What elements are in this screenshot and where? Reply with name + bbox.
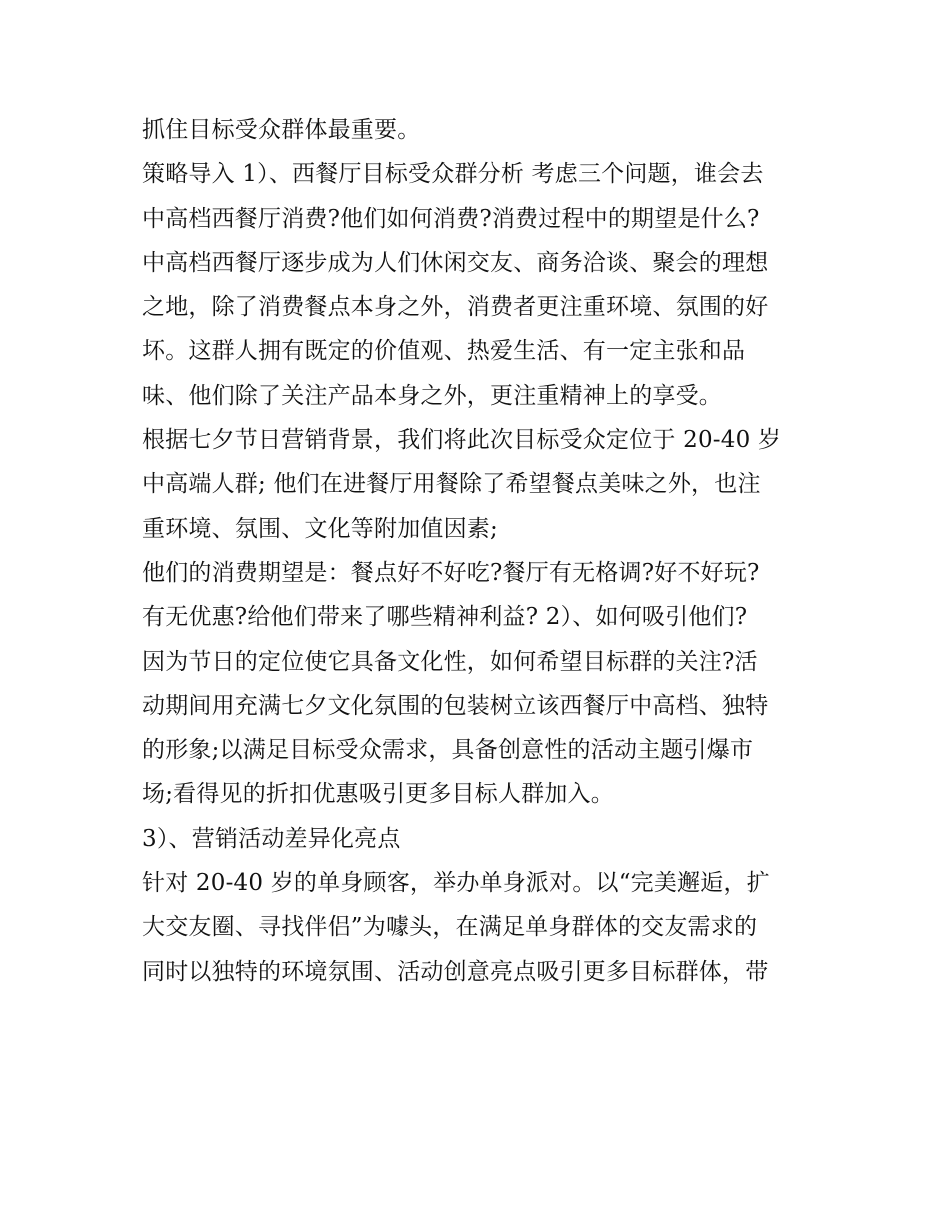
text-line: 味、他们除了关注产品本身之外，更注重精神上的享受。 [142, 382, 722, 409]
text-line: 针对 20-40 岁的单身顾客，举办单身派对。以“完美邂逅，扩 [142, 870, 770, 897]
text-line: 因为节日的定位使它具备文化性，如何希望目标群的关注?活 [142, 648, 758, 675]
text-line: 中高端人群; 他们在进餐厅用餐除了希望餐点美味之外，也注 [142, 471, 761, 498]
text-line: 坏。这群人拥有既定的价值观、热爱生活、有一定主张和品 [142, 338, 746, 365]
text-line: 中高档西餐厅逐步成为人们休闲交友、商务洽谈、聚会的理想 [142, 249, 769, 276]
text-line: 之地，除了消费餐点本身之外，消费者更注重环境、氛围的好 [142, 294, 769, 321]
text-line: 抓住目标受众群体最重要。 [142, 117, 421, 143]
text-line: 3）、营销活动差异化亮点 [142, 825, 401, 852]
text-line: 同时以独特的环境氛围、活动创意亮点吸引更多目标群体，带 [142, 958, 769, 985]
text-line: 有无优惠?给他们带来了哪些精神利益? 2）、如何吸引他们? [142, 604, 748, 631]
text-line: 策略导入 1）、西餐厅目标受众群分析 考虑三个问题，谁会去 [142, 161, 764, 188]
text-line: 他们的消费期望是：餐点好不好吃?餐厅有无格调?好不好玩? [142, 559, 760, 586]
document-body [142, 108, 822, 994]
text-line: 场;看得见的折扣优惠吸引更多目标人群加入。 [142, 781, 614, 808]
text-line: 根据七夕节日营销背景，我们将此次目标受众定位于 20-40 岁 [142, 427, 782, 454]
text-line: 大交友圈、寻找伴侣”为噱头，在满足单身群体的交友需求的 [142, 914, 758, 941]
text-line: 中高档西餐厅消费?他们如何消费?消费过程中的期望是什么? [142, 205, 760, 232]
text-line: 的形象;以满足目标受众需求，具备创意性的活动主题引爆市 [142, 737, 754, 764]
text-line: 重环境、氛围、文化等附加值因素; [142, 515, 498, 542]
text-line: 动期间用充满七夕文化氛围的包装树立该西餐厅中高档、独特 [142, 692, 769, 719]
